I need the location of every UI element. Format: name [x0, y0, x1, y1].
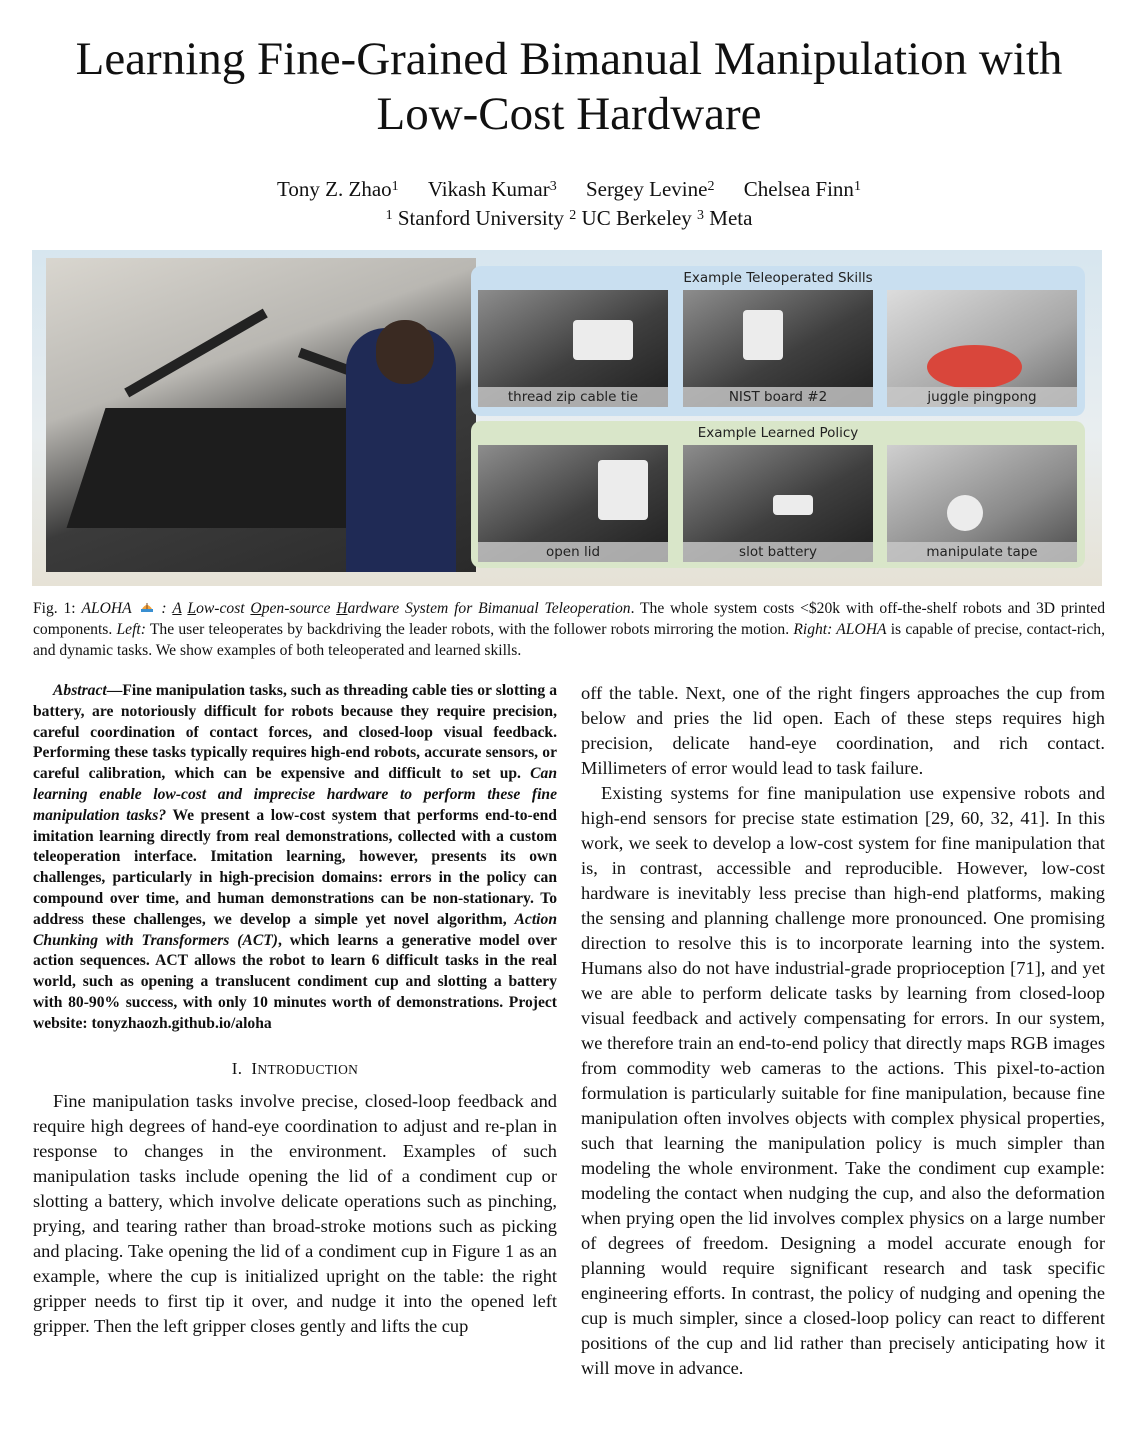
figure-label: Fig. 1:	[33, 600, 76, 617]
skill-caption: NIST board #2	[683, 387, 873, 407]
learned-policy-panel	[471, 421, 1085, 568]
title-line-2: Low-Cost Hardware	[376, 88, 762, 140]
abstract: Abstract—Fine manipulation tasks, such as threading cable ties or slotting a battery, are notoriously difficult for robots because they require precision, careful coordination of contact forces, and closed-loop visual feedback. Performing these tasks typically requires high-end robots, accurate sensors, or careful calibration, which can be expensive and difficult to set up. Can learning enable low-cost and imprecise hardware to perform these fine manipulation tasks? We present a low-cost system that performs end-to-end imitation learning directly from real demonstrations, collected with a custom teleoperation interface. Imitation learning, however, presents its own challenges, particularly in high-precision domains: errors in the policy can compound over time, and human demonstrations can be non-stationary. To address these challenges, we develop a simple yet novel algorithm, Action Chunking with Transformers (ACT), which learns a generative model over action sequences. ACT allows the robot to learn 6 difficult tasks in the real world, such as opening a translucent condiment cup and slotting a battery with 80-90% success, with only 10 minutes worth of demonstrations. Project website: tonyzhaozh.github.io/aloha	[33, 682, 557, 1032]
skill-photo	[683, 290, 873, 407]
affiliations: $^1$ Stanford University $^2$ UC Berkeley $^3$ Meta	[385, 206, 753, 230]
panel-title: Example Learned Policy	[697, 425, 859, 441]
pingpong-paddle	[927, 345, 1022, 389]
policy-photo	[887, 445, 1077, 562]
section-heading: I. INTRODUCTION	[231, 1058, 359, 1078]
policy-caption: slot battery	[683, 542, 873, 562]
figure-1	[32, 250, 1102, 586]
paper-title	[0, 32, 1138, 142]
affiliation: Stanford University	[397, 206, 565, 230]
left-column	[33, 681, 557, 1339]
panel-title: Example Teleoperated Skills	[683, 270, 873, 286]
skill-photo	[887, 290, 1077, 407]
intro-paragraph: Fine manipulation tasks involve precise, closed-loop feedback and require high degrees of hand-eye coordination to adjust and re-plan in response to changes in the environment. Examples of such manipulation tasks include opening the lid of a condiment cup or slotting a battery, which involve delicate operations such as pinching, prying, and tearing rather than broad-stroke motions such as picking and placing. Take opening the lid of a condiment cup in Figure 1 as an example, where the cup is initialized upright on the table: the right gripper needs to first tip it over, and nudge it into the opened left gripper. Then the left gripper closes gently and lifts the cup	[33, 1090, 557, 1336]
skill-photo	[478, 290, 668, 407]
author: Vikash Kumar$^3$	[427, 177, 557, 201]
author: Tony Z. Zhao$^1$	[277, 177, 399, 201]
policy-photo	[478, 445, 668, 562]
policy-caption: open lid	[478, 542, 668, 562]
teleoperation-photo	[46, 258, 476, 572]
author-list	[0, 176, 1138, 203]
figure-caption: Fig. 1: ALOHA : A Low-cost Open-source Hardware System for Bimanual Teleoperation. The whole system costs <$20k with off-the-shelf robots and 3D printed components. Left: The user teleoperates by backdriving the leader robots, with the follower robots mirroring the motion. Right: ALOHA is capable of precise, contact-rich, and dynamic tasks. We show examples of both teleoperated and learned skills.	[33, 600, 1105, 659]
teleoperated-skills-panel	[471, 266, 1085, 416]
intro-paragraph: Existing systems for fine manipulation use expensive robots and high-end sensors for precise state estimation [29, 60, 32, 41]. In this work, we seek to develop a low-cost system for fine manipulation that is, in contrast, accessible and reproducible. However, low-cost hardware is inevitably less precise than high-end platforms, making the sensing and planning challenge more pronounced. One promising direction to resolve this is to incorporate learning into the system. Humans also do not have industrial-grade proprioception [71], and yet we are able to perform delicate tasks by learning from closed-loop visual feedback and actively compensating for errors. In our system, we therefore train an end-to-end policy that directly maps RGB images from commodity web cameras to the actions. This pixel-to-action formulation is particularly suitable for fine manipulation, because fine manipulation often involves objects with complex physical properties, such that learning the manipulation policy is much simpler than modeling the whole environment. Take the condiment cup example: modeling the contact when nudging the cup, and also the deformation when prying open the lid involves complex physics on a large number of degrees of freedom. Designing a model accurate enough for planning would require significant research and task specific engineering efforts. In contrast, the policy of nudging and opening the cup is much simpler, since a closed-loop policy can react to different positions of the cup and lid rather than precisely anticipating how it will move in advance.	[581, 783, 1105, 1378]
title-line-1: Learning Fine-Grained Bimanual Manipulation with	[75, 33, 1063, 85]
policy-caption: manipulate tape	[887, 542, 1077, 562]
author: Sergey Levine$^2$	[585, 177, 715, 201]
skill-caption: juggle pingpong	[887, 387, 1077, 407]
affiliation: UC Berkeley	[581, 206, 692, 230]
aloha-logo-icon	[140, 600, 154, 614]
author: Chelsea Finn$^1$	[743, 177, 861, 201]
affiliation: Meta	[709, 206, 753, 230]
policy-photo	[683, 445, 873, 562]
right-column	[581, 681, 1105, 1381]
intro-paragraph: off the table. Next, one of the right fingers approaches the cup from below and pries the lid open. Each of these steps requires high precision, delicate hand-eye coordination, and rich contact. Millimeters of error would lead to task failure.	[581, 683, 1105, 778]
skill-caption: thread zip cable tie	[478, 387, 668, 407]
